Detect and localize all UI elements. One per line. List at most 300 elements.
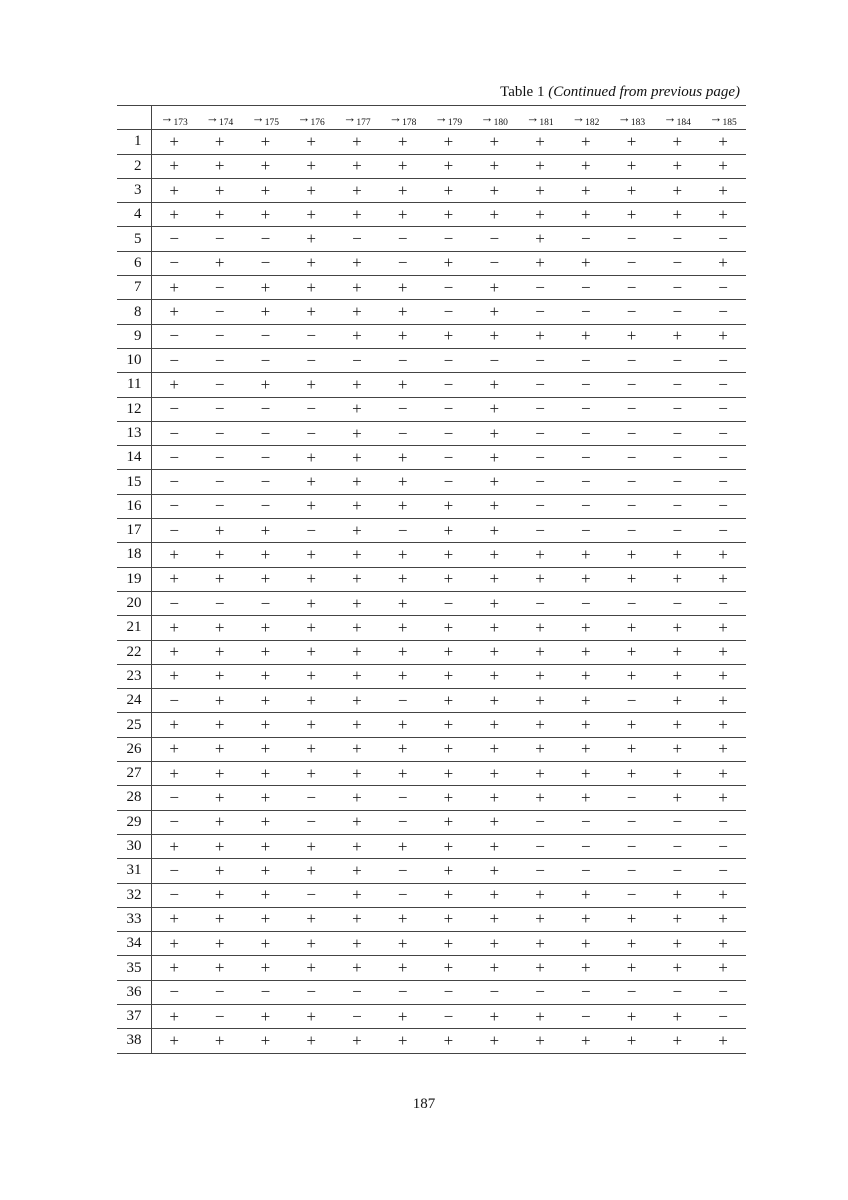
row-label: 3 xyxy=(117,178,151,202)
plus-cell: + xyxy=(334,397,380,421)
plus-cell: + xyxy=(380,567,426,591)
plus-cell: + xyxy=(517,154,563,178)
plus-cell: + xyxy=(334,470,380,494)
minus-cell: − xyxy=(426,300,472,324)
plus-cell: + xyxy=(609,178,655,202)
plus-cell: + xyxy=(654,130,700,154)
minus-cell: − xyxy=(197,373,243,397)
plus-cell: + xyxy=(380,203,426,227)
plus-cell: + xyxy=(288,203,334,227)
plus-cell: + xyxy=(334,664,380,688)
plus-cell: + xyxy=(243,810,289,834)
minus-cell: − xyxy=(700,834,746,858)
minus-cell: − xyxy=(151,494,197,518)
plus-cell: + xyxy=(151,640,197,664)
plus-cell: + xyxy=(243,883,289,907)
minus-cell: − xyxy=(426,227,472,251)
plus-cell: + xyxy=(426,324,472,348)
column-header xyxy=(517,106,563,130)
plus-cell: + xyxy=(517,883,563,907)
plus-cell: + xyxy=(700,640,746,664)
minus-cell: − xyxy=(426,446,472,470)
plus-cell: + xyxy=(334,494,380,518)
row-label: 13 xyxy=(117,421,151,445)
table-row xyxy=(117,1029,746,1053)
minus-cell: − xyxy=(288,324,334,348)
minus-cell: − xyxy=(654,300,700,324)
column-index: 176 xyxy=(310,117,325,128)
plus-cell: + xyxy=(243,956,289,980)
plus-cell: + xyxy=(426,178,472,202)
plus-cell: + xyxy=(426,640,472,664)
plus-cell: + xyxy=(334,567,380,591)
minus-cell: − xyxy=(517,348,563,372)
plus-cell: + xyxy=(563,178,609,202)
plus-cell: + xyxy=(380,591,426,615)
row-label: 11 xyxy=(117,373,151,397)
plus-cell: + xyxy=(288,178,334,202)
plus-cell: + xyxy=(151,907,197,931)
plus-cell: + xyxy=(380,543,426,567)
plus-cell: + xyxy=(609,1004,655,1028)
row-label: 7 xyxy=(117,276,151,300)
minus-cell: − xyxy=(563,591,609,615)
table-row xyxy=(117,664,746,688)
plus-cell: + xyxy=(517,567,563,591)
table-row xyxy=(117,373,746,397)
plus-cell: + xyxy=(517,713,563,737)
column-header xyxy=(471,106,517,130)
plus-cell: + xyxy=(334,203,380,227)
plus-cell: + xyxy=(700,956,746,980)
plus-cell: + xyxy=(380,664,426,688)
plus-cell: + xyxy=(426,834,472,858)
plus-cell: + xyxy=(654,664,700,688)
plus-cell: + xyxy=(288,154,334,178)
plus-cell: + xyxy=(243,737,289,761)
plus-cell: + xyxy=(517,689,563,713)
minus-cell: − xyxy=(197,494,243,518)
minus-cell: − xyxy=(380,689,426,713)
plus-cell: + xyxy=(243,762,289,786)
minus-cell: − xyxy=(563,348,609,372)
page-number: 187 xyxy=(412,1096,436,1112)
arrow-icon: → xyxy=(206,109,220,125)
plus-cell: + xyxy=(700,907,746,931)
minus-cell: − xyxy=(288,348,334,372)
minus-cell: − xyxy=(243,251,289,275)
minus-cell: − xyxy=(609,591,655,615)
plus-cell: + xyxy=(380,130,426,154)
minus-cell: − xyxy=(609,276,655,300)
minus-cell: − xyxy=(426,980,472,1004)
plus-cell: + xyxy=(654,786,700,810)
table-row xyxy=(117,178,746,202)
plus-cell: + xyxy=(334,956,380,980)
table-row xyxy=(117,543,746,567)
table-row xyxy=(117,227,746,251)
row-label: 16 xyxy=(117,494,151,518)
column-header xyxy=(700,106,746,130)
arrow-icon: → xyxy=(343,109,357,125)
plus-cell: + xyxy=(471,373,517,397)
plus-cell: + xyxy=(151,543,197,567)
minus-cell: − xyxy=(517,980,563,1004)
minus-cell: − xyxy=(609,494,655,518)
minus-cell: − xyxy=(654,348,700,372)
plus-cell: + xyxy=(197,883,243,907)
arrow-icon: → xyxy=(572,109,586,125)
minus-cell: − xyxy=(334,348,380,372)
table-row xyxy=(117,786,746,810)
row-label: 6 xyxy=(117,251,151,275)
column-index: 179 xyxy=(447,117,463,128)
column-index: 185 xyxy=(722,117,737,128)
minus-cell: − xyxy=(288,883,334,907)
plus-cell: + xyxy=(380,737,426,761)
plus-cell: + xyxy=(288,859,334,883)
plus-cell: + xyxy=(334,737,380,761)
arrow-icon: → xyxy=(526,109,540,125)
plus-cell: + xyxy=(471,883,517,907)
plus-cell: + xyxy=(517,616,563,640)
plus-cell: + xyxy=(380,324,426,348)
plus-cell: + xyxy=(517,543,563,567)
column-header xyxy=(563,106,609,130)
plus-cell: + xyxy=(700,689,746,713)
minus-cell: − xyxy=(288,980,334,1004)
plus-cell: + xyxy=(471,616,517,640)
arrow-icon: → xyxy=(251,109,265,125)
plus-cell: + xyxy=(563,640,609,664)
minus-cell: − xyxy=(563,810,609,834)
minus-cell: − xyxy=(243,470,289,494)
row-label: 33 xyxy=(117,907,151,931)
plus-cell: + xyxy=(334,300,380,324)
plus-cell: + xyxy=(563,616,609,640)
plus-cell: + xyxy=(243,1004,289,1028)
plus-cell: + xyxy=(700,616,746,640)
plus-cell: + xyxy=(471,324,517,348)
plus-cell: + xyxy=(563,932,609,956)
plus-cell: + xyxy=(471,1004,517,1028)
plus-cell: + xyxy=(700,178,746,202)
plus-cell: + xyxy=(609,130,655,154)
minus-cell: − xyxy=(517,446,563,470)
minus-cell: − xyxy=(243,397,289,421)
minus-cell: − xyxy=(609,446,655,470)
minus-cell: − xyxy=(563,1004,609,1028)
minus-cell: − xyxy=(426,591,472,615)
plus-cell: + xyxy=(563,567,609,591)
plus-cell: + xyxy=(426,203,472,227)
plus-cell: + xyxy=(380,276,426,300)
plus-cell: + xyxy=(380,616,426,640)
plus-cell: + xyxy=(700,713,746,737)
plus-cell: + xyxy=(700,567,746,591)
plus-cell: + xyxy=(426,883,472,907)
plus-cell: + xyxy=(654,1029,700,1053)
plus-cell: + xyxy=(517,130,563,154)
minus-cell: − xyxy=(151,591,197,615)
plus-cell: + xyxy=(197,737,243,761)
minus-cell: − xyxy=(517,300,563,324)
table-row xyxy=(117,883,746,907)
plus-cell: + xyxy=(334,932,380,956)
plus-cell: + xyxy=(243,373,289,397)
plus-cell: + xyxy=(609,567,655,591)
table-row xyxy=(117,640,746,664)
plus-cell: + xyxy=(654,567,700,591)
plus-cell: + xyxy=(654,178,700,202)
plus-cell: + xyxy=(243,932,289,956)
row-label: 31 xyxy=(117,859,151,883)
minus-cell: − xyxy=(197,397,243,421)
minus-cell: − xyxy=(151,324,197,348)
minus-cell: − xyxy=(197,470,243,494)
plus-cell: + xyxy=(380,178,426,202)
column-index: 178 xyxy=(402,117,417,128)
plus-cell: + xyxy=(334,324,380,348)
plus-cell: + xyxy=(700,786,746,810)
table-row xyxy=(117,859,746,883)
plus-cell: + xyxy=(654,956,700,980)
plus-cell: + xyxy=(654,640,700,664)
plus-cell: + xyxy=(471,470,517,494)
plus-cell: + xyxy=(243,567,289,591)
plus-cell: + xyxy=(426,689,472,713)
table-row xyxy=(117,300,746,324)
minus-cell: − xyxy=(197,980,243,1004)
plus-cell: + xyxy=(426,737,472,761)
plus-cell: + xyxy=(197,178,243,202)
plus-cell: + xyxy=(197,1029,243,1053)
minus-cell: − xyxy=(700,397,746,421)
plus-cell: + xyxy=(471,737,517,761)
plus-cell: + xyxy=(517,178,563,202)
minus-cell: − xyxy=(700,446,746,470)
row-label: 38 xyxy=(117,1029,151,1053)
plus-cell: + xyxy=(288,1029,334,1053)
table-row xyxy=(117,591,746,615)
plus-cell: + xyxy=(380,154,426,178)
minus-cell: − xyxy=(471,251,517,275)
plus-cell: + xyxy=(426,543,472,567)
plus-cell: + xyxy=(654,154,700,178)
plus-cell: + xyxy=(334,859,380,883)
plus-cell: + xyxy=(334,446,380,470)
plus-cell: + xyxy=(654,203,700,227)
row-label: 27 xyxy=(117,762,151,786)
plus-cell: + xyxy=(609,762,655,786)
plus-cell: + xyxy=(563,737,609,761)
minus-cell: − xyxy=(288,810,334,834)
plus-cell: + xyxy=(471,543,517,567)
arrow-icon: → xyxy=(663,109,677,125)
plus-cell: + xyxy=(654,324,700,348)
arrow-icon: → xyxy=(617,109,631,125)
plus-cell: + xyxy=(563,786,609,810)
column-header xyxy=(151,106,197,130)
minus-cell: − xyxy=(609,883,655,907)
plus-cell: + xyxy=(654,737,700,761)
plus-cell: + xyxy=(243,203,289,227)
column-header xyxy=(197,106,243,130)
minus-cell: − xyxy=(380,348,426,372)
plus-cell: + xyxy=(380,762,426,786)
plus-cell: + xyxy=(609,543,655,567)
plus-cell: + xyxy=(197,154,243,178)
plus-cell: + xyxy=(471,956,517,980)
minus-cell: − xyxy=(380,786,426,810)
plus-cell: + xyxy=(151,178,197,202)
plus-cell: + xyxy=(471,810,517,834)
row-label: 4 xyxy=(117,203,151,227)
plus-cell: + xyxy=(197,543,243,567)
minus-cell: − xyxy=(243,446,289,470)
minus-cell: − xyxy=(151,786,197,810)
minus-cell: − xyxy=(471,980,517,1004)
plus-cell: + xyxy=(563,883,609,907)
plus-cell: + xyxy=(609,932,655,956)
plus-cell: + xyxy=(654,762,700,786)
minus-cell: − xyxy=(700,980,746,1004)
minus-cell: − xyxy=(151,397,197,421)
plus-cell: + xyxy=(471,519,517,543)
plus-cell: + xyxy=(700,883,746,907)
plus-cell: + xyxy=(197,786,243,810)
plus-cell: + xyxy=(288,834,334,858)
minus-cell: − xyxy=(151,227,197,251)
minus-cell: − xyxy=(563,446,609,470)
plus-cell: + xyxy=(334,640,380,664)
header-row xyxy=(117,106,746,130)
plus-cell: + xyxy=(334,251,380,275)
row-label: 5 xyxy=(117,227,151,251)
plus-cell: + xyxy=(288,932,334,956)
row-label: 15 xyxy=(117,470,151,494)
minus-cell: − xyxy=(197,591,243,615)
plus-cell: + xyxy=(334,762,380,786)
plus-cell: + xyxy=(288,251,334,275)
minus-cell: − xyxy=(151,980,197,1004)
plus-cell: + xyxy=(517,1004,563,1028)
minus-cell: − xyxy=(197,446,243,470)
plus-cell: + xyxy=(380,1029,426,1053)
table-row xyxy=(117,494,746,518)
plus-cell: + xyxy=(471,859,517,883)
table-row xyxy=(117,980,746,1004)
plus-cell: + xyxy=(197,859,243,883)
plus-cell: + xyxy=(609,154,655,178)
plus-cell: + xyxy=(288,130,334,154)
plus-cell: + xyxy=(151,300,197,324)
plus-cell: + xyxy=(334,786,380,810)
minus-cell: − xyxy=(288,421,334,445)
minus-cell: − xyxy=(700,591,746,615)
table-caption-note: (Continued from previous page) xyxy=(548,84,740,100)
plus-cell: + xyxy=(151,567,197,591)
plus-cell: + xyxy=(609,713,655,737)
minus-cell: − xyxy=(563,276,609,300)
plus-cell: + xyxy=(700,251,746,275)
plus-cell: + xyxy=(151,154,197,178)
plus-cell: + xyxy=(563,956,609,980)
row-label: 8 xyxy=(117,300,151,324)
row-label: 26 xyxy=(117,737,151,761)
table-row xyxy=(117,834,746,858)
plus-cell: + xyxy=(517,251,563,275)
plus-cell: + xyxy=(288,591,334,615)
corner-cell xyxy=(117,106,151,130)
table-row xyxy=(117,130,746,154)
minus-cell: − xyxy=(380,397,426,421)
plus-cell: + xyxy=(288,956,334,980)
table-caption xyxy=(117,84,740,101)
plus-cell: + xyxy=(563,203,609,227)
minus-cell: − xyxy=(380,519,426,543)
plus-cell: + xyxy=(151,762,197,786)
plus-cell: + xyxy=(380,470,426,494)
minus-cell: − xyxy=(197,276,243,300)
plus-cell: + xyxy=(471,494,517,518)
minus-cell: − xyxy=(517,494,563,518)
plus-cell: + xyxy=(197,810,243,834)
plus-cell: + xyxy=(288,227,334,251)
plus-cell: + xyxy=(426,616,472,640)
plus-cell: + xyxy=(471,154,517,178)
minus-cell: − xyxy=(151,446,197,470)
row-label: 18 xyxy=(117,543,151,567)
plus-cell: + xyxy=(334,810,380,834)
row-label: 21 xyxy=(117,616,151,640)
plus-cell: + xyxy=(563,664,609,688)
table-body xyxy=(117,130,746,1053)
plus-cell: + xyxy=(380,1004,426,1028)
table-row xyxy=(117,810,746,834)
minus-cell: − xyxy=(609,373,655,397)
plus-cell: + xyxy=(563,251,609,275)
row-label: 34 xyxy=(117,932,151,956)
plus-cell: + xyxy=(517,324,563,348)
plus-cell: + xyxy=(471,762,517,786)
plus-cell: + xyxy=(471,397,517,421)
plus-cell: + xyxy=(700,1029,746,1053)
plus-cell: + xyxy=(517,762,563,786)
plus-cell: + xyxy=(334,373,380,397)
plus-cell: + xyxy=(563,1029,609,1053)
plus-cell: + xyxy=(197,519,243,543)
minus-cell: − xyxy=(517,373,563,397)
minus-cell: − xyxy=(654,397,700,421)
plus-cell: + xyxy=(334,130,380,154)
plus-cell: + xyxy=(517,640,563,664)
plus-cell: + xyxy=(517,203,563,227)
plus-cell: + xyxy=(471,786,517,810)
plus-cell: + xyxy=(654,713,700,737)
plus-cell: + xyxy=(471,178,517,202)
minus-cell: − xyxy=(563,519,609,543)
plus-cell: + xyxy=(563,762,609,786)
minus-cell: − xyxy=(609,470,655,494)
plus-cell: + xyxy=(197,907,243,931)
plus-cell: + xyxy=(609,907,655,931)
minus-cell: − xyxy=(654,591,700,615)
row-label: 32 xyxy=(117,883,151,907)
row-label: 12 xyxy=(117,397,151,421)
row-label: 30 xyxy=(117,834,151,858)
row-label: 14 xyxy=(117,446,151,470)
